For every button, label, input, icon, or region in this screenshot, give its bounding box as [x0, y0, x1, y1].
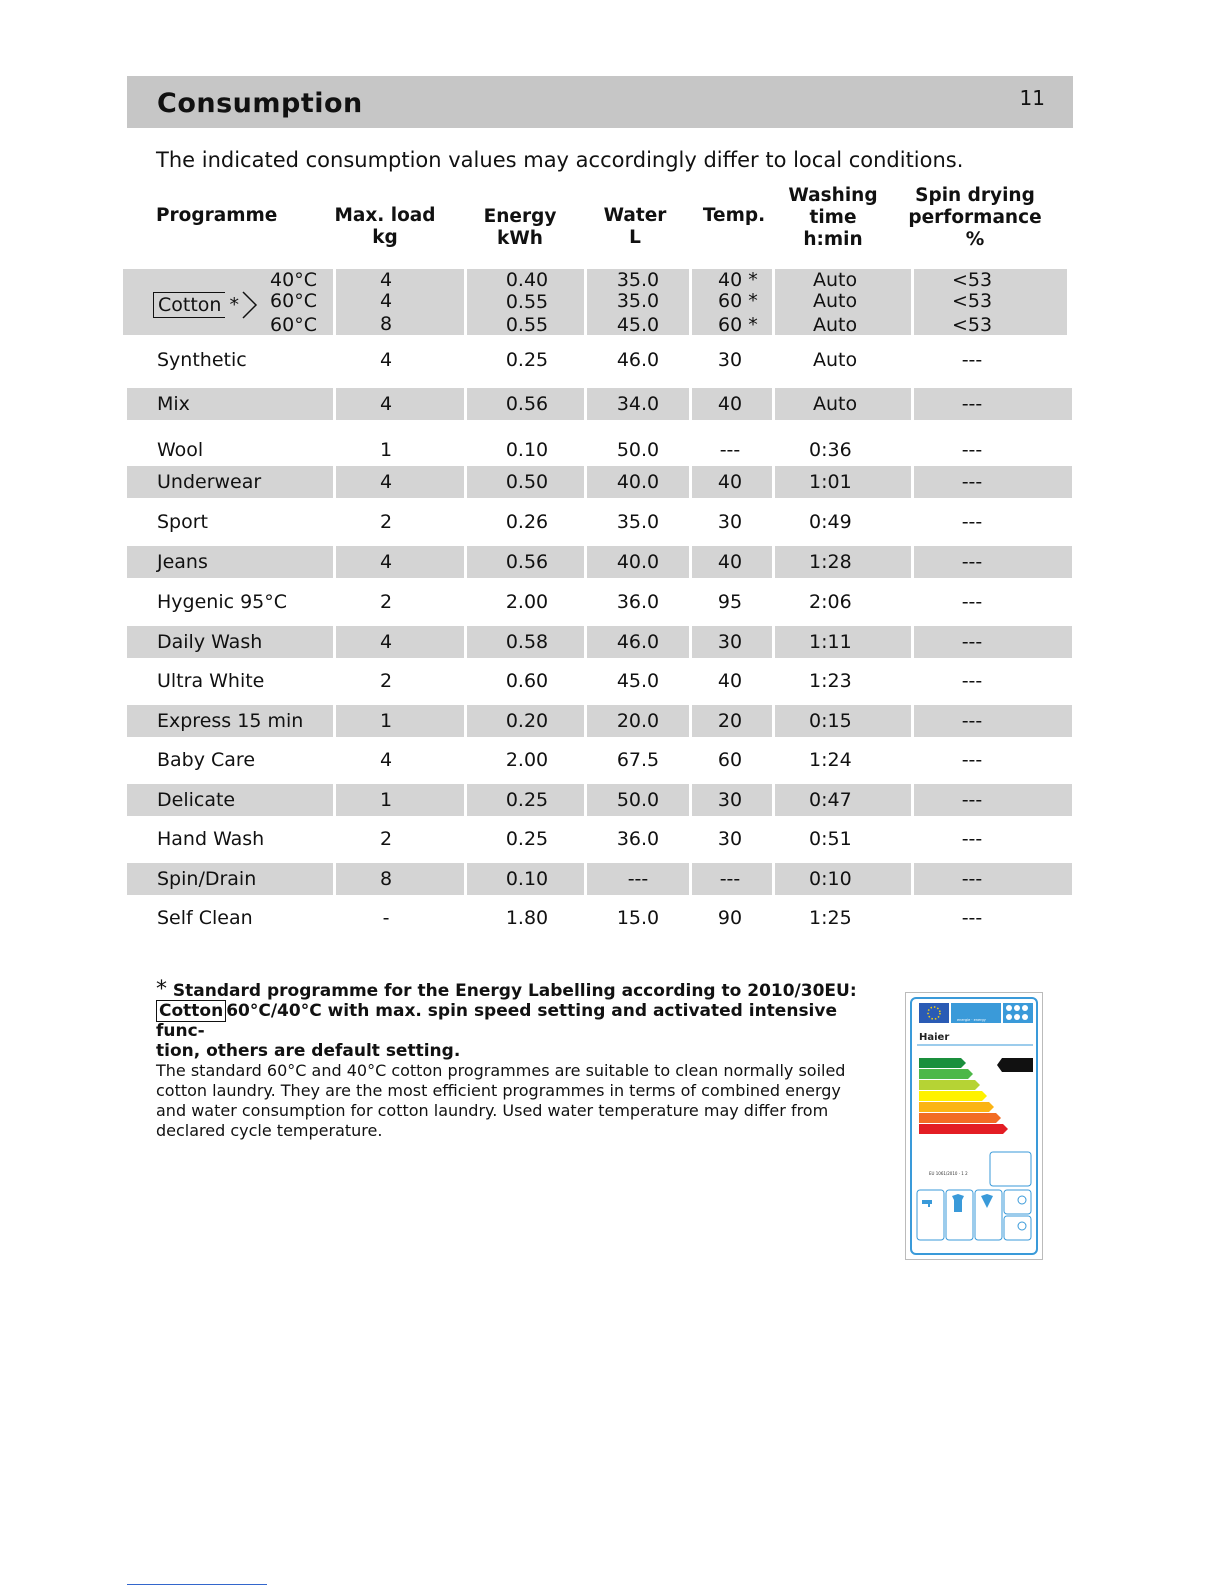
- cotton-temp-2: 60°C: [270, 290, 317, 312]
- time-cell: 1:01: [809, 471, 852, 493]
- spin-cell: ---: [961, 393, 983, 415]
- col-header-energy: Energy kWh: [483, 206, 557, 249]
- load-cell: 4: [379, 393, 393, 415]
- footnote-plain-3: and water consumption for cotton laundry. Used water temperature may differ from: [156, 1101, 829, 1120]
- table-row: [0, 626, 1225, 658]
- table-row: [0, 546, 1225, 578]
- energy-cell: 0.25: [505, 349, 549, 371]
- load-cell: 1: [379, 710, 393, 732]
- programme-cell: Spin/Drain: [157, 868, 257, 890]
- load-cell: 1: [379, 789, 393, 811]
- programme-cell: Express 15 min: [157, 710, 304, 732]
- cotton-time-1: Auto: [813, 269, 858, 291]
- water-cell: 46.0: [616, 349, 660, 371]
- table-row: [0, 744, 1225, 776]
- time-cell: 0:49: [809, 511, 852, 533]
- cotton-time-3: Auto: [813, 314, 858, 336]
- col-header-load: Max. load kg: [334, 205, 436, 248]
- spin-cell: ---: [961, 349, 983, 371]
- temp-cell: 30: [717, 511, 743, 533]
- cotton-load-2: 4: [379, 290, 393, 312]
- temp-cell: 40: [717, 551, 743, 573]
- time-cell: 0:36: [809, 439, 852, 461]
- cotton-label: [153, 292, 239, 318]
- label-brand: Haier: [919, 1032, 950, 1043]
- cotton-temp-3: 60°C: [270, 314, 317, 336]
- programme-cell: Mix: [157, 393, 190, 415]
- water-cell: 36.0: [616, 591, 660, 613]
- footnote-line-2: 60°C/40°C with max. spin speed setting and activated intensive func-: [156, 1001, 837, 1041]
- temp-cell: ---: [719, 868, 741, 890]
- col-header-spin: Spin drying performance %: [908, 185, 1042, 250]
- programme-cell: Hygenic 95°C: [157, 591, 288, 613]
- time-cell: Auto: [813, 349, 858, 371]
- programme-cell: Ultra White: [157, 670, 265, 692]
- svg-text:EU 1061/2010 · 1 2: EU 1061/2010 · 1 2: [929, 1171, 968, 1176]
- water-cell: 15.0: [616, 907, 660, 929]
- temp-cell: 40: [717, 393, 743, 415]
- programme-cell: Baby Care: [157, 749, 256, 771]
- spin-cell: ---: [961, 868, 983, 890]
- programme-cell: Hand Wash: [157, 828, 265, 850]
- energy-cell: 0.56: [505, 551, 549, 573]
- energy-cell: 0.20: [505, 710, 549, 732]
- energy-cell: 2.00: [505, 749, 549, 771]
- time-cell: 2:06: [809, 591, 852, 613]
- col-header-programme: Programme: [156, 205, 278, 226]
- cotton-water-1: 35.0: [616, 269, 660, 291]
- cotton-load-1: 4: [379, 269, 393, 291]
- table-row: [0, 434, 1225, 466]
- time-cell: 1:24: [809, 749, 852, 771]
- cotton-energy-3: 0.55: [505, 314, 549, 336]
- time-cell: 1:23: [809, 670, 852, 692]
- spin-cell: ---: [961, 631, 983, 653]
- time-cell: 0:51: [809, 828, 852, 850]
- load-cell: -: [382, 907, 390, 929]
- cotton-temp-1: 40°C: [270, 269, 317, 291]
- temp-cell: 40: [717, 670, 743, 692]
- programme-cell: Wool: [157, 439, 204, 461]
- spin-cell: ---: [961, 551, 983, 573]
- programme-cell: Jeans: [157, 551, 208, 573]
- water-cell: ---: [627, 868, 649, 890]
- table-row: [0, 705, 1225, 737]
- table-row: [0, 586, 1225, 618]
- load-cell: 4: [379, 551, 393, 573]
- water-cell: 50.0: [616, 439, 660, 461]
- footnote-plain-2: cotton laundry. They are the most efficient programmes in terms of combined energy: [156, 1081, 841, 1100]
- energy-cell: 0.60: [505, 670, 549, 692]
- footnote-plain-1: The standard 60°C and 40°C cotton programmes are suitable to clean normally soiled: [156, 1061, 846, 1080]
- time-cell: 1:28: [809, 551, 852, 573]
- load-cell: 4: [379, 749, 393, 771]
- cotton-energy-1: 0.40: [505, 269, 549, 291]
- col-header-time: Washing time h:min: [788, 185, 878, 250]
- energy-cell: 0.10: [505, 439, 549, 461]
- load-cell: 2: [379, 828, 393, 850]
- load-cell: 1: [379, 439, 393, 461]
- cotton-spin-3: <53: [951, 314, 993, 336]
- water-cell: 46.0: [616, 631, 660, 653]
- page-number: 11: [1019, 86, 1045, 110]
- cotton-spin-2: <53: [951, 290, 993, 312]
- table-row: [0, 388, 1225, 420]
- temp-cell: ---: [719, 439, 741, 461]
- time-cell: Auto: [813, 393, 858, 415]
- programme-cell: Sport: [157, 511, 209, 533]
- page-title: Consumption: [157, 88, 363, 119]
- load-cell: 4: [379, 471, 393, 493]
- spin-cell: ---: [961, 710, 983, 732]
- table-row: [0, 344, 1225, 376]
- temp-cell: 30: [717, 789, 743, 811]
- energy-label-image: [905, 992, 1043, 1260]
- water-cell: 34.0: [616, 393, 660, 415]
- energy-cell: 0.58: [505, 631, 549, 653]
- programme-cell: Delicate: [157, 789, 236, 811]
- energy-cell: 1.80: [505, 907, 549, 929]
- spin-cell: ---: [961, 591, 983, 613]
- cotton-water-3: 45.0: [616, 314, 660, 336]
- energy-cell: 0.56: [505, 393, 549, 415]
- temp-cell: 30: [717, 631, 743, 653]
- time-cell: 1:11: [809, 631, 852, 653]
- cotton-tempval-2: 60 *: [718, 290, 758, 312]
- load-cell: 4: [379, 631, 393, 653]
- water-cell: 40.0: [616, 551, 660, 573]
- col-header-water: Water L: [603, 205, 667, 248]
- spin-cell: ---: [961, 789, 983, 811]
- col-header-temp: Temp.: [702, 205, 766, 226]
- spin-cell: ---: [961, 471, 983, 493]
- load-cell: 4: [379, 349, 393, 371]
- water-cell: 67.5: [616, 749, 660, 771]
- energy-cell: 0.50: [505, 471, 549, 493]
- table-row: [0, 466, 1225, 498]
- chevron-right-icon: [241, 291, 259, 319]
- water-cell: 36.0: [616, 828, 660, 850]
- temp-cell: 30: [717, 828, 743, 850]
- time-cell: 0:47: [809, 789, 852, 811]
- load-cell: 2: [379, 511, 393, 533]
- load-cell: 8: [379, 868, 393, 890]
- temp-cell: 20: [717, 710, 743, 732]
- spin-cell: ---: [961, 670, 983, 692]
- spin-cell: ---: [961, 828, 983, 850]
- cotton-tempval-1: 40 *: [718, 269, 758, 291]
- time-cell: 1:25: [809, 907, 852, 929]
- table-row: [0, 506, 1225, 538]
- page-header: [127, 76, 1073, 128]
- water-cell: 50.0: [616, 789, 660, 811]
- spin-cell: ---: [961, 749, 983, 771]
- water-cell: 35.0: [616, 511, 660, 533]
- temp-cell: 40: [717, 471, 743, 493]
- time-cell: 0:15: [809, 710, 852, 732]
- table-row: [0, 665, 1225, 697]
- footnote-cotton: Cotton: [156, 1000, 226, 1022]
- table-row: [0, 784, 1225, 816]
- programme-cell: Self Clean: [157, 907, 253, 929]
- programme-cell: Underwear: [157, 471, 262, 493]
- temp-cell: 90: [717, 907, 743, 929]
- cotton-water-2: 35.0: [616, 290, 660, 312]
- footnote-body: [156, 1061, 871, 1141]
- water-cell: 40.0: [616, 471, 660, 493]
- cotton-energy-2: 0.55: [505, 291, 549, 313]
- svg-text:energie · energy: energie · energy: [957, 1018, 986, 1022]
- cotton-time-2: Auto: [813, 290, 858, 312]
- water-cell: 45.0: [616, 670, 660, 692]
- energy-cell: 0.25: [505, 789, 549, 811]
- footnote-line-3: tion, others are default setting.: [156, 1041, 461, 1061]
- temp-cell: 95: [717, 591, 743, 613]
- energy-cell: 0.26: [505, 511, 549, 533]
- intro-text: The indicated consumption values may accordingly differ to local conditions.: [156, 148, 964, 172]
- table-row: [0, 902, 1225, 934]
- table-row: [0, 863, 1225, 895]
- table-row: [0, 823, 1225, 855]
- spin-cell: ---: [961, 439, 983, 461]
- load-cell: 2: [379, 591, 393, 613]
- footnote-plain-4: declared cycle temperature.: [156, 1121, 383, 1140]
- time-cell: 0:10: [809, 868, 852, 890]
- temp-cell: 60: [717, 749, 743, 771]
- cotton-label-text: Cotton: [153, 292, 225, 318]
- water-cell: 20.0: [616, 710, 660, 732]
- load-cell: 2: [379, 670, 393, 692]
- energy-cell: 2.00: [505, 591, 549, 613]
- spin-cell: ---: [961, 511, 983, 533]
- cotton-load-3: 8: [379, 313, 393, 335]
- footnote-line-1: Standard programme for the Energy Labelling according to 2010/30EU:: [172, 981, 857, 1001]
- cotton-tempval-3: 60 *: [718, 314, 758, 336]
- programme-cell: Synthetic: [157, 349, 247, 371]
- cotton-star: *: [229, 294, 239, 316]
- footnote: [156, 977, 871, 1141]
- programme-cell: Daily Wash: [157, 631, 263, 653]
- energy-cell: 0.10: [505, 868, 549, 890]
- footnote-star: *: [156, 977, 167, 1002]
- temp-cell: 30: [717, 349, 743, 371]
- spin-cell: ---: [961, 907, 983, 929]
- cotton-spin-1: <53: [951, 269, 993, 291]
- footnote-bold: [156, 977, 871, 1061]
- energy-cell: 0.25: [505, 828, 549, 850]
